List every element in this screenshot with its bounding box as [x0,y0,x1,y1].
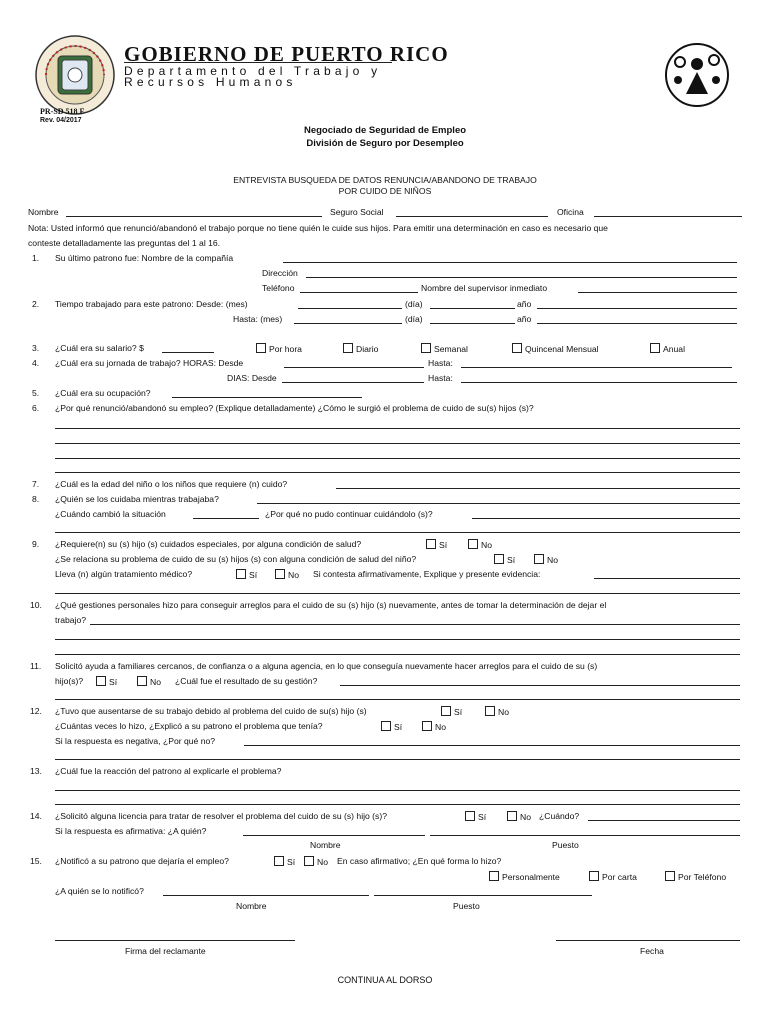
q15-nombre-caption: Nombre [236,901,267,911]
q14-cuando-field[interactable] [588,820,740,821]
q4-dias-desde-field[interactable] [282,382,424,383]
seguro-social-field[interactable] [396,216,548,217]
oficina-field[interactable] [594,216,742,217]
q15-no-option[interactable]: No [304,856,328,867]
header-rule [124,62,392,63]
q14-cuando-label: ¿Cuándo? [539,811,580,821]
department-line1: Departamento del Trabajo y [124,64,382,78]
q11-answer-line[interactable] [55,699,740,700]
q9-number: 9. [32,539,40,549]
q15-puesto-caption: Puesto [453,901,480,911]
q14-number: 14. [30,811,42,821]
q1-direccion-field[interactable] [306,277,737,278]
checkbox-icon[interactable] [534,554,544,564]
form-title-line2: POR CUIDO DE NIÑOS [338,186,432,196]
firma-caption: Firma del reclamante [125,946,206,956]
checkbox-icon[interactable] [274,856,284,866]
q15-nombre-field[interactable] [163,895,369,896]
q11-label: Solicitó ayuda a familiares cercanos, de confianza o a alguna agencia, en lo que conseguía nuevamente hacer arreglos para el cuido de su (s) [55,661,598,671]
q15-number: 15. [30,856,42,866]
q12-answer-line[interactable] [55,759,740,760]
q14-nombre-field[interactable] [243,835,425,836]
q4-dias-label: DIAS: Desde [227,373,277,383]
checkbox-icon[interactable] [381,721,391,731]
q15-puesto-field[interactable] [374,895,592,896]
checkbox-icon[interactable] [507,811,517,821]
q1-company-field[interactable] [283,262,737,263]
checkbox-icon[interactable] [426,539,436,549]
checkbox-icon[interactable] [304,856,314,866]
q15-option-carta[interactable]: Por carta [589,871,637,882]
q4-horas-desde-field[interactable] [284,367,424,368]
q9-relacion-no-option[interactable]: No [534,554,558,565]
q3-option-hora[interactable]: Por hora [256,343,302,354]
form-title-line1: ENTREVISTA BUSQUEDA DE DATOS RENUNCIA/ABANDONO DE TRABAJO [233,175,537,185]
q5-ocupacion-field[interactable] [172,397,362,398]
form-code: PR-SD 518 F [40,107,85,116]
q10-label2: trabajo? [55,615,87,625]
checkbox-icon[interactable] [465,811,475,821]
q12-veces-no-option[interactable]: No [422,721,446,732]
nombre-field[interactable] [66,216,322,217]
checkbox-icon[interactable] [236,569,246,579]
q1-telefono-label: Teléfono [262,283,295,293]
q9-answer-line[interactable] [55,593,740,594]
fecha-field[interactable] [556,940,740,941]
q2-desde-dia-field[interactable] [430,308,515,309]
q12-veces-si-option[interactable]: Sí [381,721,402,732]
checkbox-icon[interactable] [137,676,147,686]
q15-si-option[interactable]: Sí [274,856,295,867]
checkbox-icon[interactable] [665,871,675,881]
q3-option-semanal[interactable]: Semanal [421,343,468,354]
q1-telefono-field[interactable] [300,292,418,293]
q8-cambio-field[interactable] [193,518,259,519]
puerto-rico-seal-icon [34,34,116,116]
oficina-label: Oficina [557,207,584,217]
q12-number: 12. [30,706,42,716]
q15-quien-label: ¿A quién se lo notificó? [55,886,144,896]
checkbox-icon[interactable] [489,871,499,881]
q1-label: Su último patrono fue: Nombre de la compañía [55,253,234,263]
q2-hasta-dia-label: (día) [405,314,423,324]
q10-answer-line[interactable] [90,624,740,625]
q5-label: ¿Cuál era su ocupación? [55,388,151,398]
checkbox-icon[interactable] [512,343,522,353]
government-title: GOBIERNO DE PUERTO RICO [124,42,449,66]
q9-relacion-label: ¿Se relaciona su problema de cuido de su (s) hijos (s) con alguna condición de salud del niño? [55,554,417,564]
q3-option-quincenal[interactable]: Quincenal Mensual [512,343,599,354]
q7-number: 7. [32,479,40,489]
nota-line1: Nota: Usted informó que renunció/abandonó el trabajo porque no tiene quién le cuide sus hijos. Para emitir una determinación en caso es necesario que [28,223,608,233]
q11-label2: hijo(s)? [55,676,84,686]
q2-desde-mes-field[interactable] [298,308,402,309]
nota-line2: conteste detalladamente las preguntas del 1 al 16. [28,238,221,248]
q6-number: 6. [32,403,40,413]
q13-answer-line[interactable] [55,804,740,805]
q9-no-option[interactable]: No [468,539,492,550]
q14-puesto-caption: Puesto [552,840,579,850]
checkbox-icon[interactable] [485,706,495,716]
q9-si-option[interactable]: Sí [426,539,447,550]
q8-quien-field[interactable] [257,503,740,504]
q1-supervisor-field[interactable] [578,292,737,293]
q9-relacion-si-option[interactable]: Sí [494,554,515,565]
q7-answer-field[interactable] [336,488,740,489]
q3-option-diario[interactable]: Diario [343,343,378,354]
department-line2: Recursos Humanos [124,75,297,89]
q3-option-anual[interactable]: Anual [650,343,685,354]
q8-answer-line[interactable] [55,532,740,533]
q1-number: 1. [32,253,40,263]
q14-label: ¿Solicitó alguna licencia para tratar de resolver el problema del cuido de su (s) hijo (s)? [55,811,387,821]
q14-nombre-caption: Nombre [310,840,341,850]
q2-ano-label: año [517,299,532,309]
q12-no-option[interactable]: No [485,706,509,717]
q9-label: ¿Requiere(n) su (s) hijo (s) cuidados especiales, por alguna condición de salud? [55,539,362,549]
q15-option-personalmente[interactable]: Personalmente [489,871,560,882]
q12-si-option[interactable]: Sí [441,706,462,717]
agency-line1: Negociado de Seguridad de Empleo [303,125,467,136]
checkbox-icon[interactable] [343,343,353,353]
q12-veces-label: ¿Cuántas veces lo hizo, ¿Explicó a su patrono el problema que tenía? [55,721,323,731]
q2-hasta-dia-field[interactable] [430,323,515,324]
q12-negativa-field[interactable] [244,745,740,746]
q15-option-telefono[interactable]: Por Teléfono [665,871,726,882]
q2-hasta-ano-field[interactable] [537,323,737,324]
q5-number: 5. [32,388,40,398]
q8-cambio-label: ¿Cuándo cambió la situación [55,509,166,519]
q8-porque-label: ¿Por qué no pudo continuar cuidándolo (s)? [265,509,433,519]
q13-label: ¿Cuál fue la reacción del patrono al explicarle el problema? [55,766,282,776]
q14-si-option[interactable]: Sí [465,811,486,822]
q11-si-option[interactable]: Sí [96,676,117,687]
q1-supervisor-label: Nombre del supervisor inmediato [421,283,548,293]
firma-field[interactable] [55,940,295,941]
q10-label: ¿Qué gestiones personales hizo para conseguir arreglos para el cuido de su (s) hijo (s) nuevamente, antes de tomar la determinación de dejar el [55,600,607,610]
q3-number: 3. [32,343,40,353]
checkbox-icon[interactable] [422,721,432,731]
checkbox-icon[interactable] [441,706,451,716]
q6-label: ¿Por qué renunció/abandonó su empleo? (Explique detalladamente) ¿Cómo le surgió el problema de cuido de su(s) hijos (s)? [55,403,534,413]
checkbox-icon[interactable] [589,871,599,881]
q4-dias-hasta-label: Hasta: [428,373,453,383]
q3-salario-field[interactable] [162,352,214,353]
q13-answer-line[interactable] [55,790,740,791]
q4-number: 4. [32,358,40,368]
q9-contesta-label: Si contesta afirmativamente, Explique y presente evidencia: [313,569,541,579]
q15-label: ¿Notificó a su patrono que dejaría el empleo? [55,856,229,866]
q10-answer-line[interactable] [55,639,740,640]
q9-lleva-no-option[interactable]: No [275,569,299,580]
checkbox-icon[interactable] [421,343,431,353]
q4-dias-hasta-field[interactable] [461,382,737,383]
q2-hasta-ano-label: año [517,314,532,324]
q6-answer-line[interactable] [55,443,740,444]
checkbox-icon[interactable] [275,569,285,579]
q4-horas-hasta-field[interactable] [461,367,732,368]
agency-line2: División de Seguro por Desempleo [306,138,464,149]
q6-answer-line[interactable] [55,472,740,473]
q15-forma-label: En caso afirmativo; ¿En qué forma lo hizo? [337,856,502,866]
checkbox-icon[interactable] [650,343,660,353]
q1-direccion-label: Dirección [262,268,298,278]
q2-number: 2. [32,299,40,309]
q4-label: ¿Cuál era su jornada de trabajo? HORAS: Desde [55,358,244,368]
q12-label: ¿Tuvo que ausentarse de su trabajo debido al problema del cuido de su(s) hijo (s) [55,706,367,716]
q7-label: ¿Cuál es la edad del niño o los niños que requiere (n) cuido? [55,479,288,489]
q9-evidencia-field[interactable] [594,578,740,579]
q11-number: 11. [30,661,42,671]
q8-label: ¿Quién se los cuidaba mientras trabajaba? [55,494,219,504]
q8-porque-field[interactable] [472,518,740,519]
nombre-label: Nombre [28,207,59,217]
q10-number: 10. [30,600,42,610]
checkbox-icon[interactable] [256,343,266,353]
q14-puesto-field[interactable] [430,835,740,836]
q14-afirmativa-label: Si la respuesta es afirmativa: ¿A quién? [55,826,207,836]
q11-resultado-label: ¿Cuál fue el resultado de su gestión? [175,676,318,686]
q10-answer-line[interactable] [55,654,740,655]
q2-hasta-mes-field[interactable] [294,323,402,324]
continua-al-dorso: CONTINUA AL DORSO [337,975,433,985]
form-revision: Rev. 04/2017 [40,117,82,124]
q6-answer-line[interactable] [55,458,740,459]
q11-resultado-field[interactable] [340,685,740,686]
checkbox-icon[interactable] [494,554,504,564]
checkbox-icon[interactable] [468,539,478,549]
q4-horas-hasta-label: Hasta: [428,358,453,368]
q8-number: 8. [32,494,40,504]
seguro-social-label: Seguro Social [330,207,384,217]
q13-number: 13. [30,766,42,776]
fecha-caption: Fecha [640,946,664,956]
q12-negativa-label: Si la respuesta es negativa, ¿Por qué no? [55,736,216,746]
q11-no-option[interactable]: No [137,676,161,687]
q14-no-option[interactable]: No [507,811,531,822]
department-logo-icon [664,42,730,108]
q3-label: ¿Cuál era su salario? $ [55,343,144,353]
q2-label: Tiempo trabajado para este patrono: Desde: (mes) [55,299,248,309]
q9-lleva-label: Lleva (n) algún tratamiento médico? [55,569,193,579]
q2-hasta-label: Hasta: (mes) [233,314,283,324]
q9-lleva-si-option[interactable]: Sí [236,569,257,580]
q6-answer-line[interactable] [55,428,740,429]
checkbox-icon[interactable] [96,676,106,686]
q2-dia-label: (día) [405,299,423,309]
q2-desde-ano-field[interactable] [537,308,737,309]
